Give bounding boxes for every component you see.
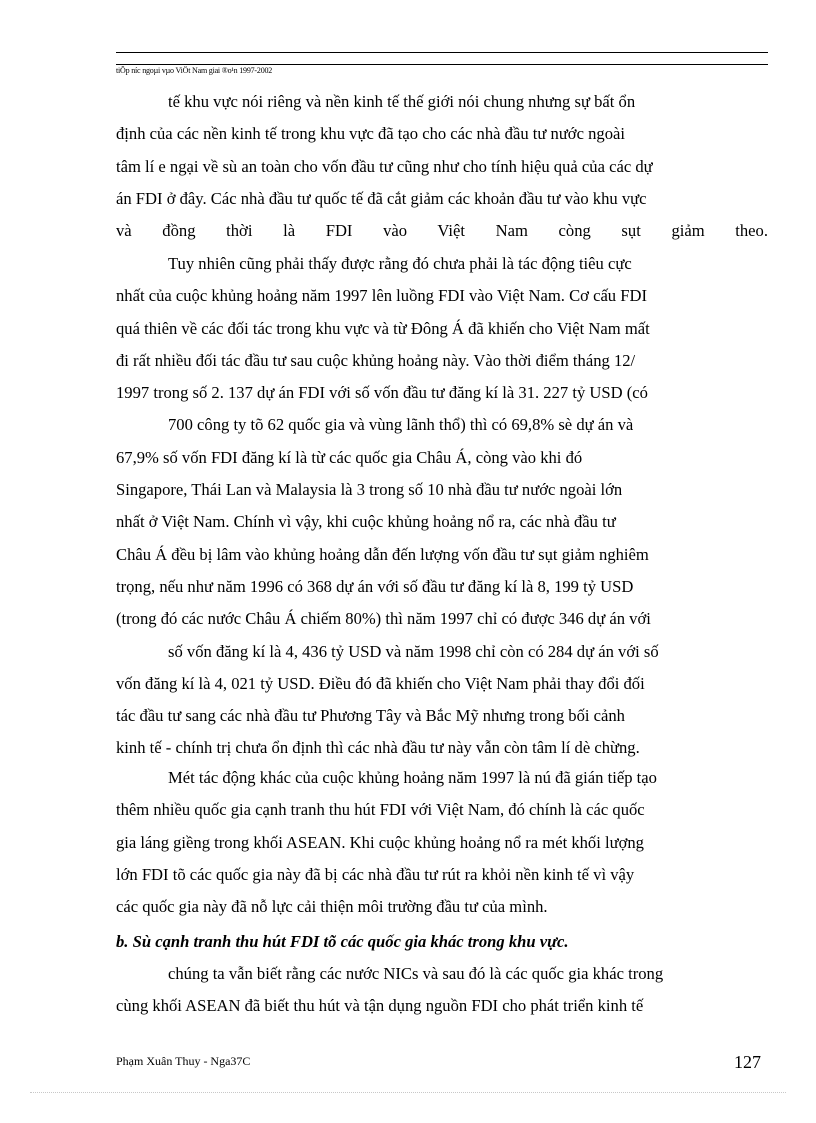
text-line: (trong đó các nước Châu Á chiếm 80%) thì năm 1997 chỉ có được 346 dự án với (116, 609, 651, 629)
text-line: định của các nền kinh tế trong khu vực đã tạo cho các nhà đầu tư nước ngoài (116, 124, 625, 144)
text-line: 700 công ty tõ 62 quốc gia và vùng lãnh thổ) thì có 69,8% sè dự án và (168, 415, 634, 435)
header-line-3: tiÕp níc ngoµi vµo ViÖt Nam giai ®o¹n 1997-2002 (116, 66, 273, 75)
text-line: thêm nhiều quốc gia cạnh tranh thu hút FDI với Việt Nam, đó chính là các quốc (116, 800, 645, 820)
header-rule-1 (116, 52, 768, 53)
paragraph-1 (116, 86, 768, 247)
text-line: số vốn đăng kí là 4, 436 tỷ USD và năm 1998 chỉ còn có 284 dự án với số (168, 641, 659, 661)
page-bottom-divider (30, 1092, 786, 1093)
section-subheading: b. Sù cạnh tranh thu hút FDI tõ các quốc gia khác trong khu vực. (116, 932, 569, 951)
footer-author: Phạm Xuân Thuy - Nga37C (116, 1054, 251, 1068)
text-line: nhất ở Việt Nam. Chính vì vậy, khi cuộc khủng hoảng nổ ra, các nhà đầu tư (116, 512, 616, 532)
text-line: nhất của cuộc khủng hoảng năm 1997 lên luồng FDI vào Việt Nam. Cơ cấu FDI (116, 286, 647, 306)
paragraph-4 (116, 958, 768, 1023)
text-line: án FDI ở đây. Các nhà đầu tư quốc tế đã cắt giảm các khoản đầu tư vào khu vực (116, 188, 647, 208)
text-line: tác đầu tư sang các nhà đầu tư Phương Tây và Bắc Mỹ nhưng trong bối cảnh (116, 706, 625, 726)
text-line: tế khu vực nói riêng và nền kinh tế thế giới nói chung nhưng sự bất ổn (168, 92, 636, 111)
text-line: gia láng giềng trong khối ASEAN. Khi cuộc khủng hoảng nổ ra mét khối lượng (116, 832, 644, 852)
text-line: các quốc gia này đã nỗ lực cải thiện môi trường đầu tư của mình. (116, 897, 548, 917)
text-line: vốn đăng kí là 4, 021 tỷ USD. Điều đó đã khiến cho Việt Nam phải thay đổi đối (116, 673, 645, 693)
text-line: đi rất nhiều đối tác đầu tư sau cuộc khủng hoảng này. Vào thời điểm tháng 12/ (116, 350, 636, 370)
text-line: kinh tế - chính trị chưa ổn định thì các nhà đầu tư này vẫn còn tâm lí dè chừng. (116, 738, 640, 758)
paragraph-3 (116, 762, 768, 923)
text-line: Châu Á đều bị lâm vào khủng hoảng dẫn đến lượng vốn đầu tư sụt giảm nghiêm (116, 544, 649, 564)
text-line: lớn FDI tõ các quốc gia này đã bị các nhà đầu tư rút ra khỏi nền kinh tế vì vậy (116, 864, 635, 884)
text-line: cùng khối ASEAN đã biết thu hút và tận dụng nguồn FDI cho phát triển kinh tế (116, 996, 644, 1016)
page-number: 127 (734, 1052, 761, 1072)
text-line: 67,9% số vốn FDI đăng kí là từ các quốc gia Châu Á, còng vào khi đó (116, 447, 583, 467)
text-line: quá thiên về các đối tác trong khu vực và từ Đông Á đã khiến cho Việt Nam mất (116, 318, 650, 338)
text-line: chúng ta vẫn biết rằng các nước NICs và sau đó là các quốc gia khác trong (168, 964, 664, 983)
header-rule-2 (116, 64, 768, 65)
paragraph-2 (116, 248, 768, 765)
text-line: 1997 trong số 2. 137 dự án FDI với số vốn đầu tư đăng kí là 31. 227 tỷ USD (có (116, 383, 648, 403)
text-line: tâm lí e ngại về sù an toàn cho vốn đầu tư cũng như cho tính hiệu quả của các dự (116, 156, 653, 176)
text-line: Singapore, Thái Lan và Malaysia là 3 trong số 10 nhà đầu tư nước ngoài lớn (116, 480, 623, 500)
text-line: Mét tác động khác của cuộc khủng hoảng năm 1997 là nú đã gián tiếp tạo (168, 768, 657, 787)
text-line: Tuy nhiên cũng phải thấy được rằng đó chưa phải là tác động tiêu cực (168, 254, 632, 273)
text-line: và đồng thời là FDI vào Việt Nam còng sụt giảm theo. (116, 221, 768, 241)
text-line: trọng, nếu như năm 1996 có 368 dự án với số đầu tư đăng kí là 8, 199 tỷ USD (116, 576, 634, 596)
